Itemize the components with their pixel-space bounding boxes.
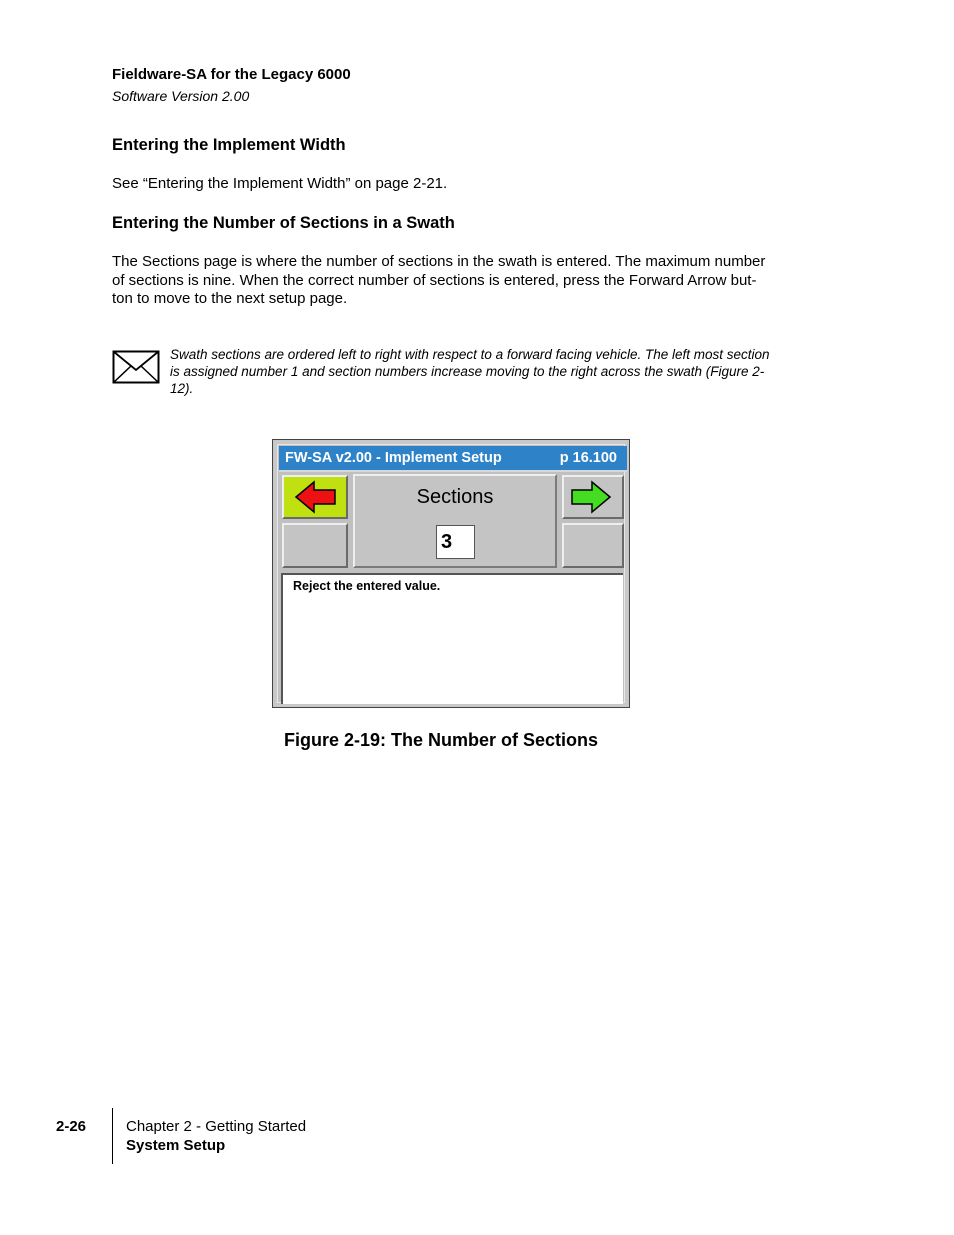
footer-divider [112,1108,113,1164]
note-text [170,346,790,397]
document-title: Fieldware-SA for the Legacy 6000 [112,66,351,83]
paragraph-number-of-sections [112,253,792,309]
screen-title: FW-SA v2.00 - Implement Setup [285,450,502,466]
forward-button[interactable] [562,475,624,519]
screen-body [277,444,625,703]
page-number: 2-26 [56,1118,87,1135]
implement-setup-screenshot [272,439,630,708]
footer-section: System Setup [126,1137,226,1154]
back-button[interactable] [282,475,348,519]
note-line: Swath sections are ordered left to right with respect to a forward facing vehicle. The left most section [170,347,770,362]
paragraph-line: The Sections page is where the number of sections in the swath is entered. The maximum number [112,253,766,270]
paragraph-line: of sections is nine. When the correct number of sections is entered, press the Forward Arrow but- [112,271,757,289]
message-area: Reject the entered value. [281,573,623,704]
screen-page-number: p 16.100 [559,450,617,466]
paragraph-line: ton to move to the next setup page. [112,290,348,307]
envelope-icon [112,350,160,384]
sections-input[interactable]: 3 [436,525,475,559]
right-arrow-icon [564,477,622,517]
left-arrow-icon [284,477,346,517]
heading-number-of-sections: Entering the Number of Sections in a Swath [112,214,455,232]
figure-caption: Figure 2-19: The Number of Sections [284,730,599,750]
blank-button-right[interactable] [562,523,624,568]
heading-implement-width: Entering the Implement Width [112,136,346,154]
note-line: is assigned number 1 and section numbers increase moving to the right across the swath (Figure 2- [170,364,765,379]
screen-titlebar [279,446,627,472]
footer-chapter: Chapter 2 - Getting Started [126,1118,307,1135]
sections-label: Sections [416,486,494,508]
blank-button-left[interactable] [282,523,348,568]
note-line: 12). [170,381,194,396]
sections-entry-panel [353,474,557,568]
software-version: Software Version 2.00 [112,88,250,104]
paragraph-implement-width: See “Entering the Implement Width” on page 2-21. [112,175,448,192]
